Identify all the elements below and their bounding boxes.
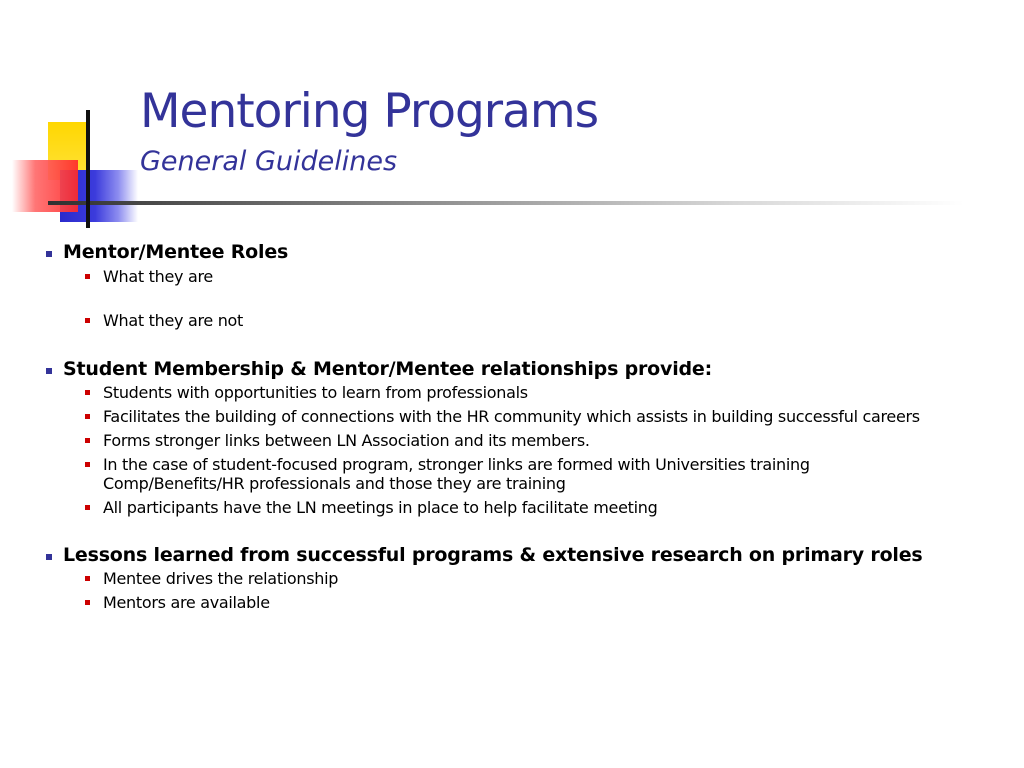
sub-bullet — [95, 455, 943, 493]
sub-bullet-square-icon — [85, 414, 90, 419]
sub-bullet — [95, 311, 1014, 330]
sub-bullet — [95, 407, 973, 426]
bullet-mentor-mentee-roles — [44, 240, 1014, 264]
slide-content — [44, 240, 1014, 612]
sub-bullet — [95, 267, 1014, 286]
sub-bullet-text: All participants have the LN meetings in place to help facilitate meeting — [103, 498, 658, 517]
slide-title: Mentoring Programs — [140, 84, 599, 139]
sub-bullet-square-icon — [85, 390, 90, 395]
sub-bullet — [95, 498, 1014, 517]
sub-bullet-text: What they are not — [103, 311, 244, 330]
sub-bullet-square-icon — [85, 274, 90, 279]
slide-subtitle: General Guidelines — [140, 146, 398, 177]
sub-bullet-text: Mentee drives the relationship — [103, 569, 339, 588]
sub-bullet-text: Forms stronger links between LN Association and its members. — [103, 431, 590, 450]
sub-bullet-text: Facilitates the building of connections with the HR community which assists in building successful careers — [103, 407, 920, 426]
sub-bullet — [95, 569, 1014, 588]
bullet-square-icon — [46, 554, 52, 560]
sub-bullet-square-icon — [85, 505, 90, 510]
title-divider — [48, 201, 964, 205]
sub-bullet-text: In the case of student-focused program, stronger links are formed with Universities training Comp/Benefits/HR professionals and those they are training — [103, 455, 810, 493]
bullet-text: Mentor/Mentee Roles — [63, 241, 289, 263]
sub-bullet-text: Mentors are available — [103, 593, 270, 612]
bullet-lessons-learned — [44, 543, 1014, 567]
sub-bullet-square-icon — [85, 600, 90, 605]
bullet-square-icon — [46, 368, 52, 374]
bullet-text: Lessons learned from successful programs & extensive research on primary roles — [63, 544, 923, 566]
sub-bullet — [95, 431, 1014, 450]
bullet-student-membership — [44, 357, 1014, 381]
sub-bullet-square-icon — [85, 438, 90, 443]
bullet-text: Student Membership & Mentor/Mentee relationships provide: — [63, 358, 712, 380]
sub-bullet-square-icon — [85, 318, 90, 323]
sub-bullet-text: What they are — [103, 267, 213, 286]
sub-bullet-square-icon — [85, 576, 90, 581]
decorative-vertical-line — [86, 110, 90, 228]
bullet-square-icon — [46, 251, 52, 257]
sub-bullet-square-icon — [85, 462, 90, 467]
sub-bullet-text: Students with opportunities to learn from professionals — [103, 383, 528, 402]
sub-bullet — [95, 593, 1014, 612]
sub-bullet — [95, 383, 1014, 402]
